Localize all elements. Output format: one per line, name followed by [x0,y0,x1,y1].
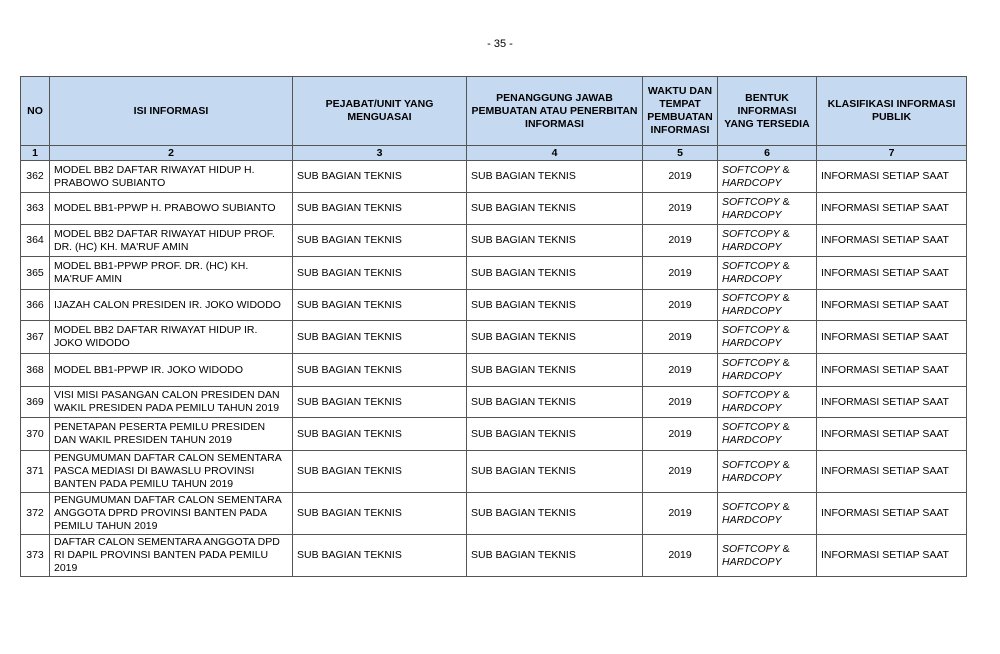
waktu-cell: 2019 [643,290,718,321]
bentuk-cell [718,354,817,387]
pejabat-cell: SUB BAGIAN TEKNIS [293,493,467,535]
table-row [21,321,967,354]
klasifikasi-cell: INFORMASI SETIAP SAAT [817,451,967,493]
hardcopy-text: HARDCOPY [722,402,782,414]
klasifikasi-cell: INFORMASI SETIAP SAAT [817,387,967,418]
softcopy-text: SOFTCOPY [722,163,780,176]
row-number: 366 [21,290,50,321]
softcopy-text: SOFTCOPY [722,500,780,513]
penanggung-jawab-cell: SUB BAGIAN TEKNIS [467,354,643,387]
isi-informasi-cell: MODEL BB1-PPWP IR. JOKO WIDODO [50,354,293,387]
row-number: 362 [21,161,50,193]
klasifikasi-cell: INFORMASI SETIAP SAAT [817,493,967,535]
klasifikasi-cell: INFORMASI SETIAP SAAT [817,321,967,354]
row-number: 371 [21,451,50,493]
page-number: - 35 - [487,38,513,50]
table-row [21,225,967,257]
row-number: 373 [21,535,50,577]
bentuk-cell [718,535,817,577]
bentuk-cell [718,451,817,493]
header-pejabat: PEJABAT/UNIT YANG MENGUASAI [293,77,467,146]
header-row [21,77,967,146]
penanggung-jawab-cell: SUB BAGIAN TEKNIS [467,321,643,354]
klasifikasi-cell: INFORMASI SETIAP SAAT [817,418,967,451]
row-number: 370 [21,418,50,451]
waktu-cell: 2019 [643,535,718,577]
hardcopy-text: HARDCOPY [722,208,782,221]
ampersand-text: & [779,421,790,433]
isi-informasi-cell: MODEL BB2 DAFTAR RIWAYAT HIDUP PROF. DR. (HC) KH. MA'RUF AMIN [50,225,293,257]
hardcopy-text: HARDCOPY [722,273,782,285]
penanggung-jawab-cell: SUB BAGIAN TEKNIS [467,418,643,451]
bentuk-cell [718,321,817,354]
pejabat-cell: SUB BAGIAN TEKNIS [293,161,467,193]
penanggung-jawab-cell: SUB BAGIAN TEKNIS [467,535,643,577]
hardcopy-text: HARDCOPY [722,513,782,526]
klasifikasi-cell: INFORMASI SETIAP SAAT [817,225,967,257]
pejabat-cell: SUB BAGIAN TEKNIS [293,225,467,257]
klasifikasi-cell: INFORMASI SETIAP SAAT [817,290,967,321]
ampersand-text: & [779,195,790,208]
header-klasifikasi: KLASIFIKASI INFORMASI PUBLIK [817,77,967,146]
bentuk-cell [718,257,817,290]
pejabat-cell: SUB BAGIAN TEKNIS [293,257,467,290]
hardcopy-text: HARDCOPY [722,337,782,349]
bentuk-cell [718,225,817,257]
isi-informasi-cell: PENGUMUMAN DAFTAR CALON SEMENTARA ANGGOTA DPRD PROVINSI BANTEN PADA PEMILU TAHUN 2019 [50,493,293,535]
softcopy-text: SOFTCOPY [722,421,780,433]
header-bentuk: BENTUK INFORMASI YANG TERSEDIA [718,77,817,146]
klasifikasi-cell: INFORMASI SETIAP SAAT [817,535,967,577]
softcopy-text: SOFTCOPY [722,542,780,555]
ampersand-text: & [779,542,790,555]
isi-informasi-cell: MODEL BB2 DAFTAR RIWAYAT HIDUP IR. JOKO WIDODO [50,321,293,354]
isi-informasi-cell: MODEL BB2 DAFTAR RIWAYAT HIDUP H. PRABOWO SUBIANTO [50,161,293,193]
softcopy-text: SOFTCOPY [722,292,780,304]
row-number: 364 [21,225,50,257]
header-waktu: WAKTU DAN TEMPAT PEMBUATAN INFORMASI [643,77,718,146]
waktu-cell: 2019 [643,387,718,418]
column-number: 5 [643,146,718,161]
row-number: 365 [21,257,50,290]
waktu-cell: 2019 [643,321,718,354]
waktu-cell: 2019 [643,161,718,193]
row-number: 363 [21,193,50,225]
ampersand-text: & [779,163,790,176]
pejabat-cell: SUB BAGIAN TEKNIS [293,193,467,225]
softcopy-text: SOFTCOPY [722,357,780,369]
bentuk-cell [718,161,817,193]
penanggung-jawab-cell: SUB BAGIAN TEKNIS [467,161,643,193]
pejabat-cell: SUB BAGIAN TEKNIS [293,321,467,354]
softcopy-text: SOFTCOPY [722,324,780,336]
softcopy-text: SOFTCOPY [722,195,780,208]
pejabat-cell: SUB BAGIAN TEKNIS [293,354,467,387]
table-row [21,257,967,290]
waktu-cell: 2019 [643,225,718,257]
ampersand-text: & [779,389,790,401]
column-number: 6 [718,146,817,161]
table-row [21,493,967,535]
header-isi-informasi: ISI INFORMASI [50,77,293,146]
isi-informasi-cell: PENGUMUMAN DAFTAR CALON SEMENTARA PASCA MEDIASI DI BAWASLU PROVINSI BANTEN PADA PEMILU TAHUN 2019 [50,451,293,493]
hardcopy-text: HARDCOPY [722,240,782,253]
header-penanggung-jawab: PENANGGUNG JAWAB PEMBUATAN ATAU PENERBITAN INFORMASI [467,77,643,146]
bentuk-cell [718,387,817,418]
hardcopy-text: HARDCOPY [722,176,782,189]
hardcopy-text: HARDCOPY [722,434,782,446]
isi-informasi-cell: MODEL BB1-PPWP H. PRABOWO SUBIANTO [50,193,293,225]
penanggung-jawab-cell: SUB BAGIAN TEKNIS [467,387,643,418]
column-number: 2 [50,146,293,161]
table-row [21,354,967,387]
table-row [21,193,967,225]
waktu-cell: 2019 [643,257,718,290]
isi-informasi-cell: IJAZAH CALON PRESIDEN IR. JOKO WIDODO [50,290,293,321]
klasifikasi-cell: INFORMASI SETIAP SAAT [817,161,967,193]
penanggung-jawab-cell: SUB BAGIAN TEKNIS [467,290,643,321]
hardcopy-text: HARDCOPY [722,471,782,484]
table-row [21,290,967,321]
penanggung-jawab-cell: SUB BAGIAN TEKNIS [467,493,643,535]
header-no: NO [21,77,50,146]
softcopy-text: SOFTCOPY [722,227,780,240]
isi-informasi-cell: PENETAPAN PESERTA PEMILU PRESIDEN DAN WAKIL PRESIDEN TAHUN 2019 [50,418,293,451]
ampersand-text: & [779,292,790,304]
klasifikasi-cell: INFORMASI SETIAP SAAT [817,354,967,387]
softcopy-text: SOFTCOPY [722,458,780,471]
penanggung-jawab-cell: SUB BAGIAN TEKNIS [467,451,643,493]
row-number: 367 [21,321,50,354]
penanggung-jawab-cell: SUB BAGIAN TEKNIS [467,193,643,225]
isi-informasi-cell: VISI MISI PASANGAN CALON PRESIDEN DAN WAKIL PRESIDEN PADA PEMILU TAHUN 2019 [50,387,293,418]
ampersand-text: & [779,357,790,369]
klasifikasi-cell: INFORMASI SETIAP SAAT [817,193,967,225]
bentuk-cell [718,418,817,451]
row-number: 372 [21,493,50,535]
table-row [21,418,967,451]
klasifikasi-cell: INFORMASI SETIAP SAAT [817,257,967,290]
column-number: 7 [817,146,967,161]
penanggung-jawab-cell: SUB BAGIAN TEKNIS [467,257,643,290]
waktu-cell: 2019 [643,193,718,225]
pejabat-cell: SUB BAGIAN TEKNIS [293,387,467,418]
ampersand-text: & [779,458,790,471]
hardcopy-text: HARDCOPY [722,370,782,382]
ampersand-text: & [779,500,790,513]
isi-informasi-cell: MODEL BB1-PPWP PROF. DR. (HC) KH. MA'RUF AMIN [50,257,293,290]
ampersand-text: & [779,260,790,272]
softcopy-text: SOFTCOPY [722,389,780,401]
pejabat-cell: SUB BAGIAN TEKNIS [293,451,467,493]
waktu-cell: 2019 [643,354,718,387]
waktu-cell: 2019 [643,418,718,451]
waktu-cell: 2019 [643,451,718,493]
isi-informasi-cell: DAFTAR CALON SEMENTARA ANGGOTA DPD RI DAPIL PROVINSI BANTEN PADA PEMILU 2019 [50,535,293,577]
bentuk-cell [718,290,817,321]
ampersand-text: & [779,324,790,336]
hardcopy-text: HARDCOPY [722,305,782,317]
table-row [21,451,967,493]
waktu-cell: 2019 [643,493,718,535]
bentuk-cell [718,493,817,535]
column-number-row [21,146,967,161]
table-row [21,535,967,577]
pejabat-cell: SUB BAGIAN TEKNIS [293,290,467,321]
information-table [20,76,967,577]
softcopy-text: SOFTCOPY [722,260,780,272]
table-row [21,387,967,418]
pejabat-cell: SUB BAGIAN TEKNIS [293,418,467,451]
row-number: 368 [21,354,50,387]
table-row [21,161,967,193]
hardcopy-text: HARDCOPY [722,555,782,568]
row-number: 369 [21,387,50,418]
penanggung-jawab-cell: SUB BAGIAN TEKNIS [467,225,643,257]
bentuk-cell [718,193,817,225]
ampersand-text: & [779,227,790,240]
pejabat-cell: SUB BAGIAN TEKNIS [293,535,467,577]
column-number: 3 [293,146,467,161]
column-number: 1 [21,146,50,161]
column-number: 4 [467,146,643,161]
